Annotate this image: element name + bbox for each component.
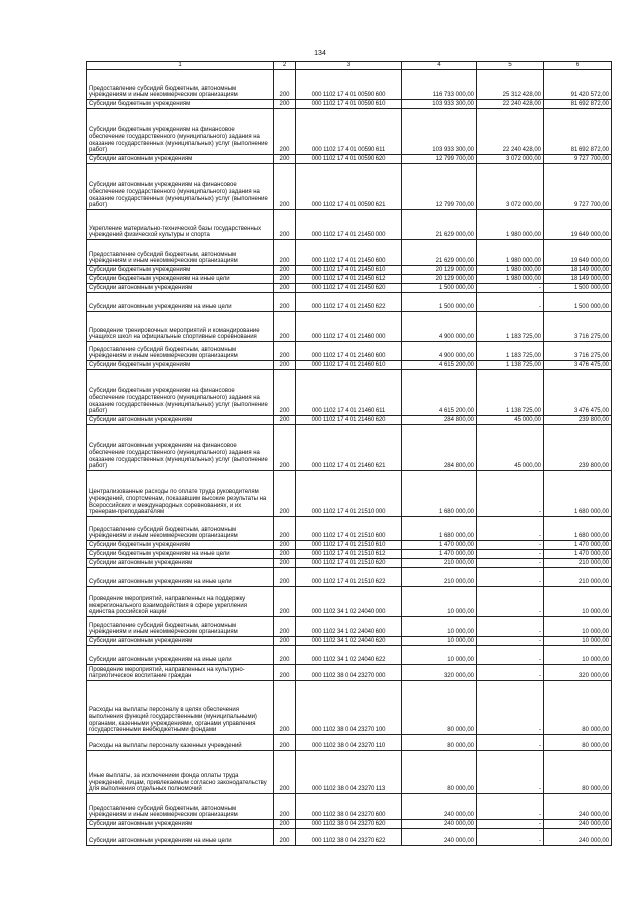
row-remaining-amount: 240 000,00 bbox=[544, 794, 612, 820]
row-name: Субсидии бюджетным учреждениям bbox=[87, 100, 274, 109]
row-approved-amount: 12 799 700,00 bbox=[402, 164, 477, 210]
row-executed-amount: 25 312 428,00 bbox=[477, 70, 544, 100]
row-approved-amount: 240 000,00 bbox=[402, 829, 477, 846]
row-remaining-amount: 80 000,00 bbox=[544, 681, 612, 735]
row-executed-amount: - bbox=[477, 751, 544, 794]
row-remaining-amount: 18 149 000,00 bbox=[544, 275, 612, 284]
row-executed-amount: - bbox=[477, 829, 544, 846]
column-header: 1 bbox=[87, 62, 274, 70]
row-name: Субсидии автономным учреждениям на финансовое обеспечение государственного (муниципального) задания на оказание государственных (муниципальных) услуг (выполнение работ) bbox=[87, 164, 274, 210]
row-code: 200 bbox=[274, 370, 296, 416]
row-executed-amount: 1 980 000,00 bbox=[477, 210, 544, 240]
row-executed-amount: - bbox=[477, 735, 544, 751]
row-remaining-amount: 19 649 000,00 bbox=[544, 210, 612, 240]
row-name: Проведение тренировочных мероприятий и командирование учащихся школ на официальные спортивные соревнования bbox=[87, 312, 274, 342]
row-kbk-code: 000 1102 17 4 01 21510 620 bbox=[296, 559, 402, 568]
row-kbk-code: 000 1102 34 1 02 24040 620 bbox=[296, 637, 402, 646]
column-header: 5 bbox=[477, 62, 544, 70]
table-row bbox=[87, 735, 612, 751]
row-approved-amount: 10 000,00 bbox=[402, 646, 477, 665]
row-approved-amount: 10 000,00 bbox=[402, 617, 477, 637]
row-code: 200 bbox=[274, 109, 296, 155]
row-approved-amount: 21 629 000,00 bbox=[402, 210, 477, 240]
row-kbk-code: 000 1102 38 0 04 23270 110 bbox=[296, 735, 402, 751]
row-kbk-code: 000 1102 38 0 04 23270 113 bbox=[296, 751, 402, 794]
row-kbk-code: 000 1102 17 4 01 21510 612 bbox=[296, 550, 402, 559]
row-remaining-amount: 239 800,00 bbox=[544, 416, 612, 425]
row-approved-amount: 1 500 000,00 bbox=[402, 293, 477, 312]
table-row bbox=[87, 164, 612, 210]
row-name: Иные выплаты, за исключением фонда оплаты труда учреждений, лицам, привлекаемым согласно законодательству для выполнения отдельных полномочий bbox=[87, 751, 274, 794]
row-remaining-amount: 80 000,00 bbox=[544, 751, 612, 794]
row-remaining-amount: 81 692 872,00 bbox=[544, 109, 612, 155]
row-name: Расходы на выплаты персоналу в целях обеспечения выполнения функций государственными (муниципальными) органами, казенными учреждениями, органами управления государственными внебюджетными фондами bbox=[87, 681, 274, 735]
row-remaining-amount: 3 476 475,00 bbox=[544, 370, 612, 416]
row-name: Укрепление материально-технической базы государственных учреждений физической культуры и спорта bbox=[87, 210, 274, 240]
row-approved-amount: 21 629 000,00 bbox=[402, 240, 477, 266]
row-code: 200 bbox=[274, 646, 296, 665]
row-executed-amount: - bbox=[477, 637, 544, 646]
row-approved-amount: 4 615 200,00 bbox=[402, 361, 477, 370]
row-remaining-amount: 19 649 000,00 bbox=[544, 240, 612, 266]
row-approved-amount: 284 800,00 bbox=[402, 425, 477, 471]
row-remaining-amount: 210 000,00 bbox=[544, 559, 612, 568]
row-kbk-code: 000 1102 17 4 01 21510 622 bbox=[296, 568, 402, 587]
table-row bbox=[87, 637, 612, 646]
row-approved-amount: 116 733 000,00 bbox=[402, 70, 477, 100]
row-remaining-amount: 240 000,00 bbox=[544, 829, 612, 846]
table-row bbox=[87, 794, 612, 820]
row-remaining-amount: 80 000,00 bbox=[544, 735, 612, 751]
row-name: Предоставление субсидий бюджетным, автономным учреждениям и иным некоммерческим организациям bbox=[87, 342, 274, 361]
row-remaining-amount: 1 680 000,00 bbox=[544, 471, 612, 517]
row-name: Предоставление субсидий бюджетным, автономным учреждениям и иным некоммерческим организациям bbox=[87, 517, 274, 541]
row-code: 200 bbox=[274, 284, 296, 293]
row-code: 200 bbox=[274, 637, 296, 646]
table-row bbox=[87, 312, 612, 342]
row-executed-amount: - bbox=[477, 559, 544, 568]
row-kbk-code: 000 1102 34 1 02 24040 600 bbox=[296, 617, 402, 637]
table-row bbox=[87, 293, 612, 312]
row-name: Субсидии бюджетным учреждениям на финансовое обеспечение государственного (муниципального) задания на оказание государственных (муниципальных) услуг (выполнение работ) bbox=[87, 370, 274, 416]
row-kbk-code: 000 1102 17 4 01 21510 000 bbox=[296, 471, 402, 517]
table-row bbox=[87, 665, 612, 681]
row-executed-amount: - bbox=[477, 617, 544, 637]
table-row bbox=[87, 109, 612, 155]
row-code: 200 bbox=[274, 471, 296, 517]
table-row bbox=[87, 751, 612, 794]
row-executed-amount: 45 000,00 bbox=[477, 416, 544, 425]
row-name: Субсидии автономным учреждениям bbox=[87, 155, 274, 164]
row-kbk-code: 000 1102 17 4 01 21460 620 bbox=[296, 416, 402, 425]
row-approved-amount: 240 000,00 bbox=[402, 820, 477, 829]
row-code: 200 bbox=[274, 425, 296, 471]
row-name: Предоставление субсидий бюджетным, автономным учреждениям и иным некоммерческим организациям bbox=[87, 617, 274, 637]
row-kbk-code: 000 1102 17 4 01 00590 620 bbox=[296, 155, 402, 164]
row-approved-amount: 4 900 000,00 bbox=[402, 342, 477, 361]
row-code: 200 bbox=[274, 820, 296, 829]
row-executed-amount: 22 240 428,00 bbox=[477, 109, 544, 155]
table-row bbox=[87, 240, 612, 266]
row-executed-amount: 3 072 000,00 bbox=[477, 155, 544, 164]
row-kbk-code: 000 1102 38 0 04 23270 620 bbox=[296, 820, 402, 829]
row-executed-amount: 3 072 000,00 bbox=[477, 164, 544, 210]
table-row bbox=[87, 416, 612, 425]
row-approved-amount: 4 900 000,00 bbox=[402, 312, 477, 342]
row-approved-amount: 103 933 300,00 bbox=[402, 100, 477, 109]
row-kbk-code: 000 1102 17 4 01 00590 600 bbox=[296, 70, 402, 100]
row-executed-amount: - bbox=[477, 471, 544, 517]
row-code: 200 bbox=[274, 416, 296, 425]
row-code: 200 bbox=[274, 735, 296, 751]
row-name: Субсидии автономным учреждениям на иные цели bbox=[87, 646, 274, 665]
row-code: 200 bbox=[274, 164, 296, 210]
row-executed-amount: - bbox=[477, 681, 544, 735]
row-remaining-amount: 210 000,00 bbox=[544, 568, 612, 587]
table-row bbox=[87, 266, 612, 275]
row-kbk-code: 000 1102 17 4 01 21450 612 bbox=[296, 275, 402, 284]
row-name: Субсидии бюджетным учреждениям bbox=[87, 541, 274, 550]
row-executed-amount: - bbox=[477, 293, 544, 312]
table-row bbox=[87, 559, 612, 568]
row-executed-amount: 1 980 000,00 bbox=[477, 275, 544, 284]
table-row bbox=[87, 541, 612, 550]
row-executed-amount: 1 183 725,00 bbox=[477, 312, 544, 342]
row-executed-amount: - bbox=[477, 517, 544, 541]
row-approved-amount: 1 500 000,00 bbox=[402, 284, 477, 293]
row-executed-amount: - bbox=[477, 646, 544, 665]
row-approved-amount: 20 129 000,00 bbox=[402, 266, 477, 275]
row-code: 200 bbox=[274, 617, 296, 637]
table-row bbox=[87, 100, 612, 109]
row-code: 200 bbox=[274, 155, 296, 164]
row-remaining-amount: 81 692 872,00 bbox=[544, 100, 612, 109]
row-name: Субсидии автономным учреждениям bbox=[87, 284, 274, 293]
table-row bbox=[87, 646, 612, 665]
row-approved-amount: 320 000,00 bbox=[402, 665, 477, 681]
row-approved-amount: 1 680 000,00 bbox=[402, 517, 477, 541]
row-name: Предоставление субсидий бюджетным, автономным учреждениям и иным некоммерческим организациям bbox=[87, 240, 274, 266]
header-row bbox=[87, 62, 612, 70]
row-remaining-amount: 10 000,00 bbox=[544, 646, 612, 665]
table-row bbox=[87, 155, 612, 164]
row-code: 200 bbox=[274, 681, 296, 735]
row-kbk-code: 000 1102 17 4 01 21450 600 bbox=[296, 240, 402, 266]
row-name: Субсидии автономным учреждениям на иные цели bbox=[87, 829, 274, 846]
table-row bbox=[87, 550, 612, 559]
row-approved-amount: 80 000,00 bbox=[402, 735, 477, 751]
row-name: Субсидии автономным учреждениям bbox=[87, 820, 274, 829]
row-approved-amount: 80 000,00 bbox=[402, 751, 477, 794]
row-approved-amount: 80 000,00 bbox=[402, 681, 477, 735]
row-executed-amount: - bbox=[477, 794, 544, 820]
table-row bbox=[87, 471, 612, 517]
table-row bbox=[87, 568, 612, 587]
row-name: Субсидии автономным учреждениям на иные цели bbox=[87, 568, 274, 587]
column-header: 2 bbox=[274, 62, 296, 70]
row-approved-amount: 10 000,00 bbox=[402, 637, 477, 646]
row-executed-amount: - bbox=[477, 541, 544, 550]
row-name: Субсидии автономным учреждениям bbox=[87, 416, 274, 425]
row-kbk-code: 000 1102 17 4 01 21510 610 bbox=[296, 541, 402, 550]
row-remaining-amount: 18 149 000,00 bbox=[544, 266, 612, 275]
table-row bbox=[87, 425, 612, 471]
row-code: 200 bbox=[274, 275, 296, 284]
table-row bbox=[87, 70, 612, 100]
row-kbk-code: 000 1102 38 0 04 23270 622 bbox=[296, 829, 402, 846]
row-remaining-amount: 1 470 000,00 bbox=[544, 541, 612, 550]
row-code: 200 bbox=[274, 541, 296, 550]
row-code: 200 bbox=[274, 568, 296, 587]
table-row bbox=[87, 617, 612, 637]
row-approved-amount: 1 470 000,00 bbox=[402, 541, 477, 550]
row-approved-amount: 284 800,00 bbox=[402, 416, 477, 425]
row-approved-amount: 10 000,00 bbox=[402, 587, 477, 617]
row-approved-amount: 1 680 000,00 bbox=[402, 471, 477, 517]
row-name: Субсидии бюджетным учреждениям bbox=[87, 266, 274, 275]
row-executed-amount: 1 138 725,00 bbox=[477, 370, 544, 416]
row-executed-amount: - bbox=[477, 820, 544, 829]
row-name: Расходы на выплаты персоналу казенных учреждений bbox=[87, 735, 274, 751]
row-remaining-amount: 3 476 475,00 bbox=[544, 361, 612, 370]
row-kbk-code: 000 1102 34 1 02 24040 622 bbox=[296, 646, 402, 665]
row-executed-amount: - bbox=[477, 665, 544, 681]
row-remaining-amount: 3 716 275,00 bbox=[544, 342, 612, 361]
row-kbk-code: 000 1102 17 4 01 21510 600 bbox=[296, 517, 402, 541]
row-kbk-code: 000 1102 17 4 01 00590 610 bbox=[296, 100, 402, 109]
row-executed-amount: - bbox=[477, 284, 544, 293]
row-approved-amount: 12 799 700,00 bbox=[402, 155, 477, 164]
table-row bbox=[87, 210, 612, 240]
row-kbk-code: 000 1102 17 4 01 21460 000 bbox=[296, 312, 402, 342]
row-remaining-amount: 10 000,00 bbox=[544, 587, 612, 617]
row-code: 200 bbox=[274, 751, 296, 794]
row-remaining-amount: 10 000,00 bbox=[544, 637, 612, 646]
row-code: 200 bbox=[274, 293, 296, 312]
row-code: 200 bbox=[274, 829, 296, 846]
row-name: Субсидии автономным учреждениям на финансовое обеспечение государственного (муниципального) задания на оказание государственных (муниципальных) услуг (выполнение работ) bbox=[87, 425, 274, 471]
row-kbk-code: 000 1102 17 4 01 21450 622 bbox=[296, 293, 402, 312]
table-row bbox=[87, 342, 612, 361]
table-row bbox=[87, 275, 612, 284]
row-name: Субсидии бюджетным учреждениям на финансовое обеспечение государственного (муниципального) задания на оказание государственных (муниципальных) услуг (выполнение работ) bbox=[87, 109, 274, 155]
row-executed-amount: 22 240 428,00 bbox=[477, 100, 544, 109]
row-remaining-amount: 1 680 000,00 bbox=[544, 517, 612, 541]
row-name: Проведение мероприятий, направленных на культурно-патриотическое воспитание граждан bbox=[87, 665, 274, 681]
row-remaining-amount: 1 500 000,00 bbox=[544, 284, 612, 293]
row-executed-amount: 1 980 000,00 bbox=[477, 240, 544, 266]
row-remaining-amount: 1 470 000,00 bbox=[544, 550, 612, 559]
row-name: Централизованные расходы по оплате труда руководителям учреждений, спортсменам, показавшим высокие результаты на Всероссийских и международных соревнованиях, и их тренерам-преподавателям bbox=[87, 471, 274, 517]
row-kbk-code: 000 1102 17 4 01 21460 600 bbox=[296, 342, 402, 361]
row-approved-amount: 4 615 200,00 bbox=[402, 370, 477, 416]
row-kbk-code: 000 1102 38 0 04 23270 600 bbox=[296, 794, 402, 820]
row-name: Проведение мероприятий, направленных на поддержку межрегионального взаимодействия в сфере укрепления единства российской нации bbox=[87, 587, 274, 617]
row-code: 200 bbox=[274, 794, 296, 820]
table-row bbox=[87, 820, 612, 829]
row-executed-amount: 45 000,00 bbox=[477, 425, 544, 471]
table-row bbox=[87, 284, 612, 293]
row-executed-amount: - bbox=[477, 587, 544, 617]
row-remaining-amount: 9 727 700,00 bbox=[544, 155, 612, 164]
row-code: 200 bbox=[274, 100, 296, 109]
row-name: Субсидии автономным учреждениям на иные цели bbox=[87, 293, 274, 312]
row-executed-amount: - bbox=[477, 568, 544, 587]
row-approved-amount: 1 470 000,00 bbox=[402, 550, 477, 559]
row-executed-amount: 1 980 000,00 bbox=[477, 266, 544, 275]
row-remaining-amount: 10 000,00 bbox=[544, 617, 612, 637]
page-number: 134 bbox=[314, 50, 326, 57]
row-code: 200 bbox=[274, 550, 296, 559]
row-code: 200 bbox=[274, 587, 296, 617]
row-kbk-code: 000 1102 17 4 01 00590 621 bbox=[296, 164, 402, 210]
column-header: 3 bbox=[296, 62, 402, 70]
row-approved-amount: 103 933 300,00 bbox=[402, 109, 477, 155]
row-name: Субсидии бюджетным учреждениям bbox=[87, 361, 274, 370]
row-approved-amount: 210 000,00 bbox=[402, 559, 477, 568]
row-code: 200 bbox=[274, 70, 296, 100]
row-kbk-code: 000 1102 17 4 01 21450 000 bbox=[296, 210, 402, 240]
row-remaining-amount: 320 000,00 bbox=[544, 665, 612, 681]
row-name: Субсидии бюджетным учреждениям на иные цели bbox=[87, 550, 274, 559]
row-code: 200 bbox=[274, 559, 296, 568]
row-kbk-code: 000 1102 17 4 01 00590 611 bbox=[296, 109, 402, 155]
row-code: 200 bbox=[274, 266, 296, 275]
column-header: 6 bbox=[544, 62, 612, 70]
column-header: 4 bbox=[402, 62, 477, 70]
row-name: Предоставление субсидий бюджетным, автономным учреждениям и иным некоммерческим организациям bbox=[87, 70, 274, 100]
table-row bbox=[87, 370, 612, 416]
row-remaining-amount: 9 727 700,00 bbox=[544, 164, 612, 210]
row-code: 200 bbox=[274, 210, 296, 240]
row-approved-amount: 210 000,00 bbox=[402, 568, 477, 587]
row-name: Субсидии автономным учреждениям bbox=[87, 559, 274, 568]
row-kbk-code: 000 1102 17 4 01 21450 620 bbox=[296, 284, 402, 293]
row-executed-amount: - bbox=[477, 550, 544, 559]
budget-table bbox=[86, 61, 612, 846]
table-row bbox=[87, 587, 612, 617]
table-row bbox=[87, 361, 612, 370]
row-name: Субсидии автономным учреждениям bbox=[87, 637, 274, 646]
row-remaining-amount: 3 716 275,00 bbox=[544, 312, 612, 342]
table-row bbox=[87, 829, 612, 846]
row-remaining-amount: 240 000,00 bbox=[544, 820, 612, 829]
row-name: Предоставление субсидий бюджетным, автономным учреждениям и иным некоммерческим организациям bbox=[87, 794, 274, 820]
row-code: 200 bbox=[274, 665, 296, 681]
table-row bbox=[87, 681, 612, 735]
row-code: 200 bbox=[274, 361, 296, 370]
row-remaining-amount: 239 800,00 bbox=[544, 425, 612, 471]
row-name: Субсидии бюджетным учреждениям на иные цели bbox=[87, 275, 274, 284]
row-kbk-code: 000 1102 38 0 04 23270 100 bbox=[296, 681, 402, 735]
row-code: 200 bbox=[274, 517, 296, 541]
row-executed-amount: 1 183 725,00 bbox=[477, 342, 544, 361]
row-kbk-code: 000 1102 17 4 01 21450 610 bbox=[296, 266, 402, 275]
row-code: 200 bbox=[274, 342, 296, 361]
row-remaining-amount: 1 500 000,00 bbox=[544, 293, 612, 312]
row-approved-amount: 240 000,00 bbox=[402, 794, 477, 820]
row-remaining-amount: 91 420 572,00 bbox=[544, 70, 612, 100]
row-code: 200 bbox=[274, 240, 296, 266]
row-kbk-code: 000 1102 17 4 01 21460 611 bbox=[296, 370, 402, 416]
row-kbk-code: 000 1102 17 4 01 21460 610 bbox=[296, 361, 402, 370]
row-executed-amount: 1 138 725,00 bbox=[477, 361, 544, 370]
row-kbk-code: 000 1102 17 4 01 21460 621 bbox=[296, 425, 402, 471]
table-row bbox=[87, 517, 612, 541]
row-kbk-code: 000 1102 38 0 04 23270 000 bbox=[296, 665, 402, 681]
row-code: 200 bbox=[274, 312, 296, 342]
row-kbk-code: 000 1102 34 1 02 24040 000 bbox=[296, 587, 402, 617]
row-approved-amount: 20 129 000,00 bbox=[402, 275, 477, 284]
